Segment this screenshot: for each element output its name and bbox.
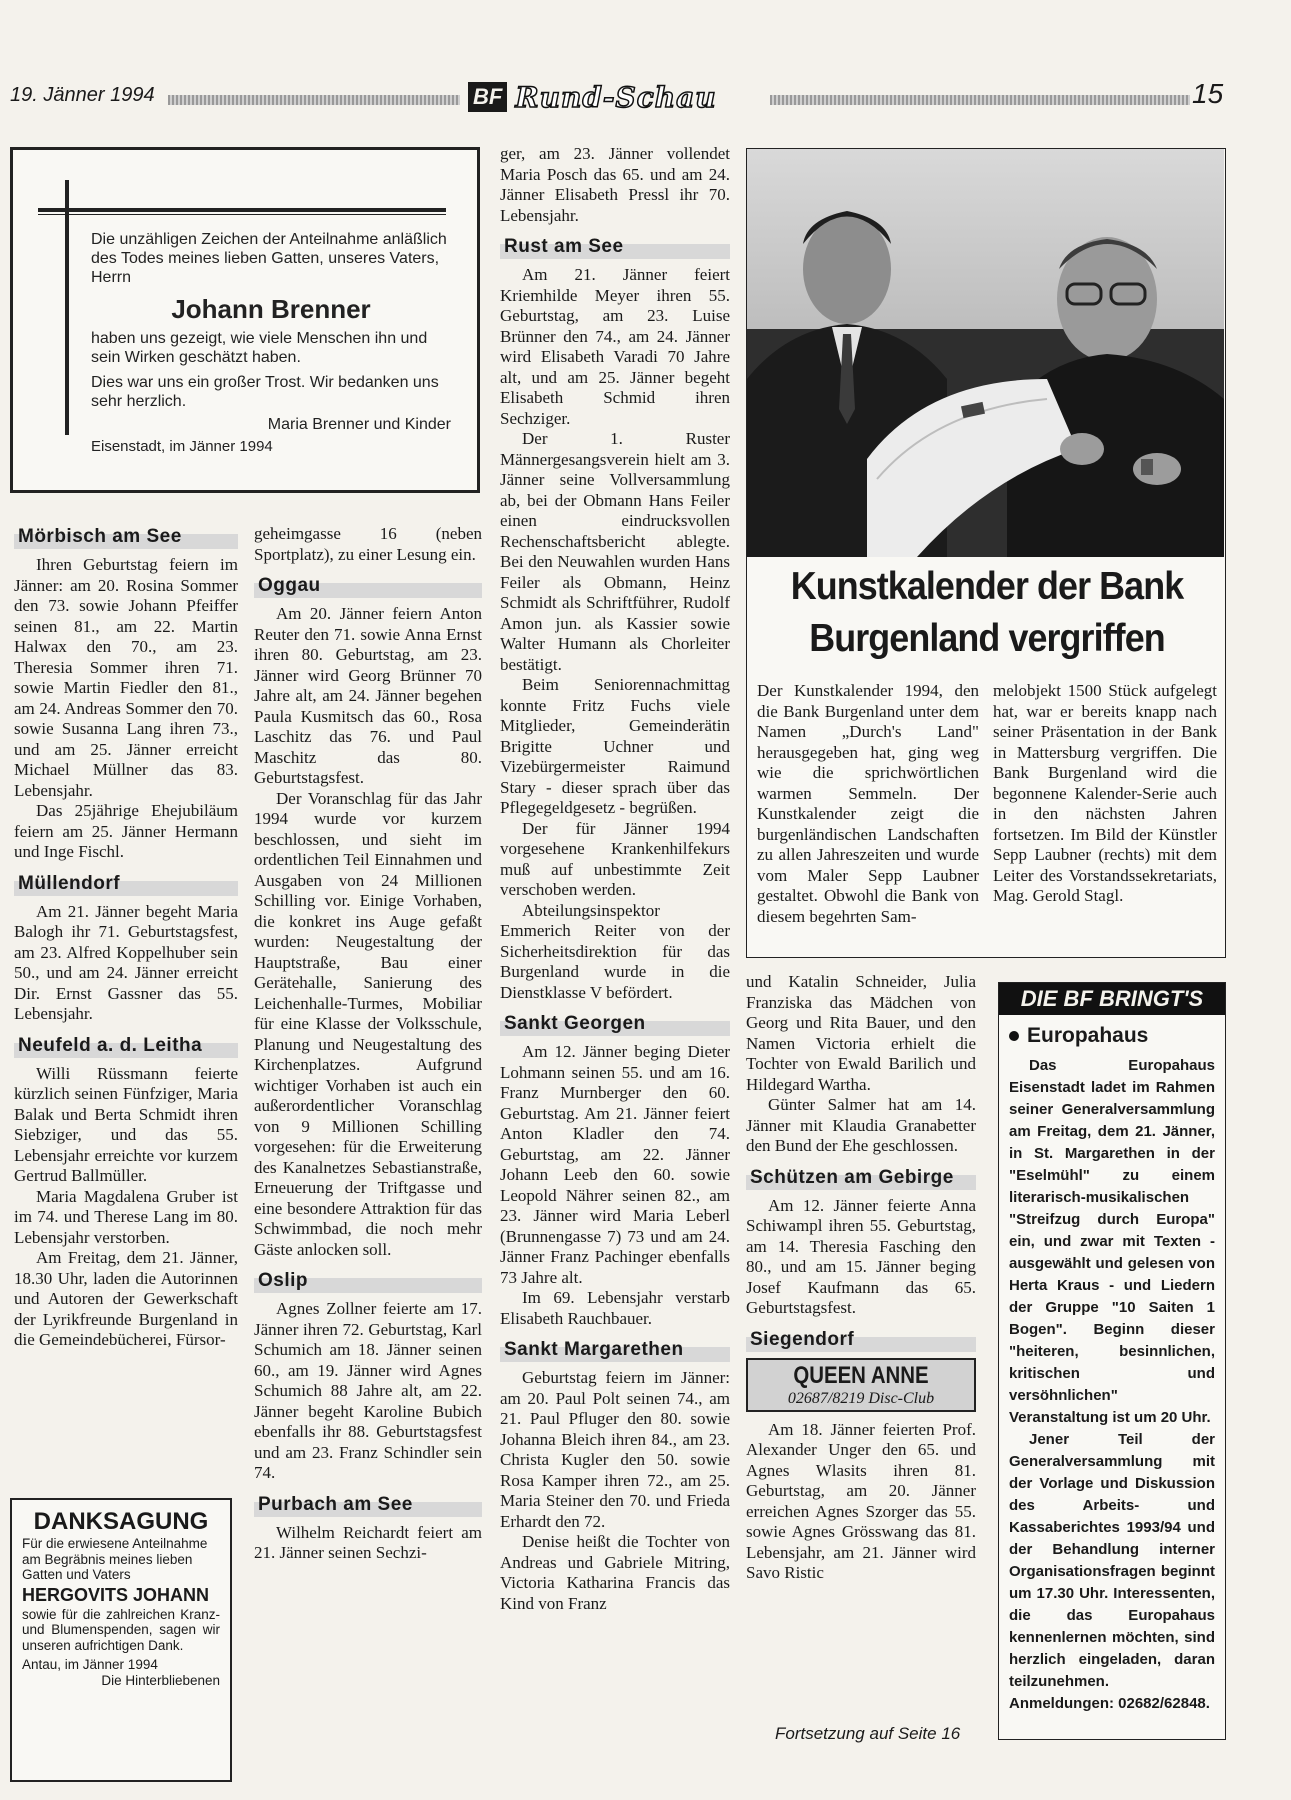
- heading-muellendorf: Müllendorf: [14, 871, 238, 896]
- column-3: [500, 144, 730, 1614]
- heading-rust: Rust am See: [500, 234, 730, 259]
- logo-title: Rund-Schau: [515, 80, 717, 114]
- header-page-number: 15: [1192, 78, 1224, 109]
- paragraph: und Katalin Schneider, Julia Franziska das Mädchen von Georg und Rita Bauer, und den Namen Victoria erhielt die Tochter von Ewald Barilich und Hildegard Wartha.: [746, 972, 976, 1094]
- photo-two-men-calendar-icon: [747, 149, 1224, 557]
- heading-sankt-georgen: Sankt Georgen: [500, 1011, 730, 1036]
- bullet-icon: [1009, 1031, 1019, 1041]
- ad-title: QUEEN ANNE: [793, 1361, 929, 1389]
- bringts-title: DIE BF BRINGT'S: [999, 983, 1225, 1015]
- bringts-subtitle: Europahaus: [1027, 1024, 1149, 1047]
- heading-oggau: Oggau: [254, 573, 482, 598]
- cross-vertical: [65, 180, 69, 435]
- paragraph: Abteilungsinspektor Emmerich Reiter von der Sicherheitsdirektion für das Burgenland wurde in die Dienstklasse V befördert.: [500, 900, 730, 1002]
- paragraph: Am 12. Jänner beging Dieter Lohmann seinen 55. und am 16. Franz Murnberger den 60. Geburtstag. Am 21. Jänner feiert Anton Kladler den 74. Geburtstag, am 22. Jänner Johann Leeb den 60. sowie Leopold Nährer seinen 82., am 23. Jänner wird Maria Leberl (Brunnengasse 7) 73 und am 24. Jänner Franz Pachinger ebenfalls 73 Jahre alt.: [500, 1042, 730, 1287]
- heading-siegendorf: Siegendorf: [746, 1327, 976, 1352]
- header-rule-right: [770, 95, 1190, 105]
- obituary-content: [91, 230, 451, 456]
- header-date: 19. Jänner 1994: [10, 84, 155, 106]
- heading-moerbisch: Mörbisch am See: [14, 524, 238, 549]
- paragraph: Agnes Zollner feierte am 17. Jänner ihren 72. Geburtstag, Karl Schumich am 18. Jänner seinen 60., am 19. Jänner wird Agnes Schumich 88 Jahre alt, am 22. Jänner begeht Karoline Bubich ebenfalls ihr 88. Geburtstagsfest und am 23. Franz Schindler sein 74.: [254, 1299, 482, 1482]
- obituary-box: [10, 147, 480, 493]
- paragraph: Maria Magdalena Gruber ist im 74. und Therese Lang im 80. Lebensjahr verstorben.: [14, 1186, 238, 1247]
- paragraph: Günter Salmer hat am 14. Jänner mit Klaudia Granabetter den Bund der Ehe geschlossen.: [746, 1095, 976, 1155]
- obituary-body1: haben uns gezeigt, wie viele Menschen ihn und sein Wirken geschätzt haben.: [91, 330, 428, 366]
- obituary-place: Eisenstadt, im Jänner 1994: [91, 438, 273, 455]
- heading-sankt-margarethen: Sankt Margarethen: [500, 1337, 730, 1362]
- paragraph: Das 25jährige Ehejubiläum feiern am 25. Jänner Hermann und Inge Fischl.: [14, 801, 238, 861]
- bringts-box: [998, 982, 1226, 1740]
- feature-headline: Kunstkalender der Bank Burgenland vergriffen: [790, 565, 1184, 660]
- danksagung-text1: Für die erwiesene Anteilnahme am Begräbnis meines lieben Gatten und Vaters: [22, 1536, 208, 1582]
- danksagung-title: DANKSAGUNG: [33, 1508, 209, 1535]
- feature-box: [746, 148, 1226, 958]
- paragraph: Am Freitag, dem 21. Jänner, 18.30 Uhr, laden die Autorinnen und Autoren der Gewerkschaft der Lyrikfreunde Burgenland in die Gemeindebücherei, Fürsor-: [14, 1248, 238, 1349]
- heading-schuetzen: Schützen am Gebirge: [746, 1165, 976, 1190]
- feature-photo: [747, 149, 1224, 557]
- continued-note: Fortsetzung auf Seite 16: [775, 1724, 961, 1743]
- heading-neufeld: Neufeld a. d. Leitha: [14, 1033, 238, 1058]
- paragraph: Denise heißt die Tochter von Andreas und Gabriele Mitring, Victoria Katharina Francis das Kind von Franz: [500, 1532, 730, 1613]
- paragraph: Am 12. Jänner feierte Anna Schiwampl ihren 55. Geburtstag, am 14. Theresia Fasching den 80., und am 15. Jänner beging Josef Kaufmann das 65. Geburtstagsfest.: [746, 1195, 976, 1317]
- paragraph: Der Voranschlag für das Jahr 1994 wurde vor kurzem beschlossen, und sieht im ordentlichen Teil Einnahmen und Ausgaben von 24 Millionen Schilling vor. Einige Vorhaben, die konkret ins Auge gefaßt wurden: Neugestaltung der Hauptstraße, Bau einer Gerätehalle, Sanierung des Leichenhalle-Turmes, Mobiliar für eine Klasse der Volksschule, Planung und Neugestaltung des Kirchenplatzes. Aufgrund wichtiger Vorhaben ist auch ein außerordentlicher Voranschlag von 9 Millionen Schilling vorgesehen: für die Erweiterung des Kanalnetzes Sebastianstraße, Erneuerung der Triftgasse und eine besondere Attraktion für das Schwimmbad, die noch mehr Gäste anlocken soll.: [254, 788, 482, 1259]
- header-rule-left: [168, 95, 460, 105]
- obituary-signature: Maria Brenner und Kinder: [267, 416, 451, 433]
- heading-oslip: Oslip: [254, 1268, 482, 1293]
- danksagung-text2: sowie für die zahlreichen Kranz- und Blumenspenden, sagen wir unseren aufrichtigen Dank.: [22, 1606, 220, 1653]
- feature-text-left: Der Kunstkalender 1994, den die Bank Burgenland unter dem Namen „Durch's Land" herausgegeben hat, ging weg wie die sprichwörtlichen warmen Semmeln. Der Kunstkalender zeigt die burgenländischen Landschaften zu allen Jahreszeiten und wurde vom Maler Sepp Laubner gestaltet. Obwohl die Bank von diesem begehrten Sam-: [757, 681, 979, 926]
- paragraph: Am 21. Jänner begeht Maria Balogh ihr 71. Geburtstagsfest, am 23. Alfred Koppelhuber sein 50., und am 24. Jänner erreicht Dir. Ernst Gassner das 55. Lebensjahr.: [14, 901, 238, 1023]
- paragraph: Geburtstag feiern im Jänner: am 20. Paul Polt seinen 74., am 21. Paul Pfluger den 80. sowie Johanna Bleich ihren 84., am 23. Christa Kugler den 50. sowie Rosa Kamper ihren 72., am 25. Maria Steiner den 70. und Frieda Erhardt den 72.: [500, 1368, 730, 1531]
- column-1: [14, 524, 238, 1351]
- bringts-subtitle-row: [1009, 1021, 1215, 1051]
- paragraph: Beim Seniorennachmittag konnte Fritz Fuchs viele Mitglieder, Gemeinderätin Brigitte Uchner und Vizebürgermeister Raimund Stary - dieser sprach über das Pflegegeldgesetz - begrüßen.: [500, 675, 730, 817]
- obituary-body2: Dies war uns ein großer Trost. Wir bedanken uns sehr herzlich.: [91, 374, 439, 410]
- paragraph: Willi Rüssmann feierte kürzlich seinen Fünfziger, Maria Balak und Berta Schmidt ihren Siebziger, und das 55. Lebensjahr erreichte vor kurzem Gertrud Ballmüller.: [14, 1063, 238, 1185]
- column-2: [254, 524, 482, 1564]
- paragraph: Wilhelm Reichardt feiert am 21. Jänner seinen Sechzi-: [254, 1522, 482, 1562]
- danksagung-place: Antau, im Jänner 1994: [22, 1657, 158, 1672]
- ad-subtitle: 02687/8219 Disc-Club: [787, 1389, 935, 1407]
- bringts-paragraph1: Das Europahaus Eisenstadt ladet im Rahmen seiner Generalversammlung am Freitag, dem 21. Jänner, in St. Margarethen in der "Eselmühl" zu einem literarisch-musikalischen "Streifzug durch Europa" ein, und zwar mit Texten - ausgewählt und gelesen von Herta Kraus - und Liedern der Gruppe "10 Saiten 1 Bogen". Beginn dieser "heiteren, besinnlichen, kritischen und versöhnlichen" Veranstaltung ist um 20 Uhr.: [1009, 1057, 1215, 1426]
- danksagung-name: HERGOVITS JOHANN: [22, 1584, 210, 1605]
- bringts-content: [999, 1015, 1225, 1715]
- paragraph: Der für Jänner 1994 vorgesehene Krankenhilfekurs muß auf unbestimmte Zeit verschoben werden.: [500, 818, 730, 899]
- cross-horizontal-thin: [38, 214, 446, 215]
- cross-horizontal: [38, 208, 446, 212]
- danksagung-signature: Die Hinterbliebenen: [101, 1672, 220, 1688]
- column-4: [746, 972, 976, 1584]
- obituary-name: Johann Brenner: [171, 294, 371, 324]
- bringts-paragraph2: Jener Teil der Generalversammlung mit der Vorlage und Diskussion des Arbeits- und Kassaberichtes 1993/94 und der Behandlung interner Organisationsfragen beginnt um 17.30 Uhr. Interessenten, die das Europahaus kennenlernen möchten, sind herzlich eingeladen, daran teilzunehmen. Anmeldungen: 02682/62848.: [1009, 1431, 1215, 1712]
- paragraph: Am 21. Jänner feiert Kriemhilde Meyer ihren 55. Geburtstag, am 23. Luise Brünner den 74., am 24. Jänner wird Elisabeth Varadi 70 Jahre alt, und am 25. Jänner begeht Elisabeth Schmid ihren Sechziger.: [500, 265, 730, 428]
- paragraph: ger, am 23. Jänner vollendet Maria Posch das 65. und am 24. Jänner Elisabeth Pressl ihr 70. Lebensjahr.: [500, 144, 730, 225]
- feature-text-right: melobjekt 1500 Stück aufgelegt hat, war er bereits knapp nach seiner Präsentation in der Bank in Mattersburg vergriffen. Die Bank Burgenland wird die begonnene Kalender-Serie auch in den nächsten Jahren fortsetzen. Im Bild der Künstler Sepp Laubner (rechts) mit dem Leiter des Vorstandssekretariats, Mag. Gerold Stagl.: [993, 681, 1217, 905]
- paragraph: Am 20. Jänner feiern Anton Reuter den 71. sowie Anna Ernst ihren 80. Geburtstag, am 23. Jänner wird Georg Brünner 70 Jahre alt, am 24. Jänner begehen Paula Kusmitsch das 60., Rosa Laschitz das 76. und Paul Maschitz das 80. Geburtstagsfest.: [254, 604, 482, 787]
- paragraph: Ihren Geburtstag feiern im Jänner: am 20. Rosina Sommer den 73. sowie Johann Pfeiffer seinen 81., am 22. Martin Halwax den 70., am 23. Theresia Sommer ihren 71. sowie Martin Fiedler den 81., am 24. Andreas Sommer den 70. sowie Susanna Lang ihren 73., und am 25. Jänner erreicht Michael Müllner das 83. Lebensjahr.: [14, 555, 238, 800]
- page-header: [0, 78, 1291, 118]
- paragraph: Am 18. Jänner feierten Prof. Alexander Unger den 65. und Agnes Wlasits ihren 81. Geburtstag, am 20. Jänner erreichen Agnes Szorger das 55. sowie Agnes Grösswang das 81. Lebensjahr, am 21. Jänner wird Savo Ristic: [746, 1419, 976, 1582]
- obituary-intro: Die unzähligen Zeichen der Anteilnahme anläßlich des Todes meines lieben Gatten, unseres Vaters, Herrn: [91, 231, 447, 286]
- paragraph: geheimgasse 16 (neben Sportplatz), zu einer Lesung ein.: [254, 524, 482, 564]
- danksagung-box: [10, 1498, 232, 1782]
- heading-purbach: Purbach am See: [254, 1492, 482, 1517]
- paragraph: Im 69. Lebensjahr verstarb Elisabeth Rauchbauer.: [500, 1288, 730, 1328]
- queen-anne-ad: [746, 1358, 976, 1412]
- paragraph: Der 1. Ruster Männergesangsverein hielt am 3. Jänner seine Vollversammlung ab, bei der Obmann Hans Feiler einen eindrucksvollen Rechenschaftsbericht ablegte. Bei den Neuwahlen wurden Hans Feiler als Obmann, Heinz Schmidt als Schriftführer, Rudolf Amon jun. als Kassier sowie Walter Humann als Chorleiter bestätigt.: [500, 429, 730, 674]
- logo-bf: BF: [468, 82, 507, 112]
- header-logo: [468, 80, 717, 114]
